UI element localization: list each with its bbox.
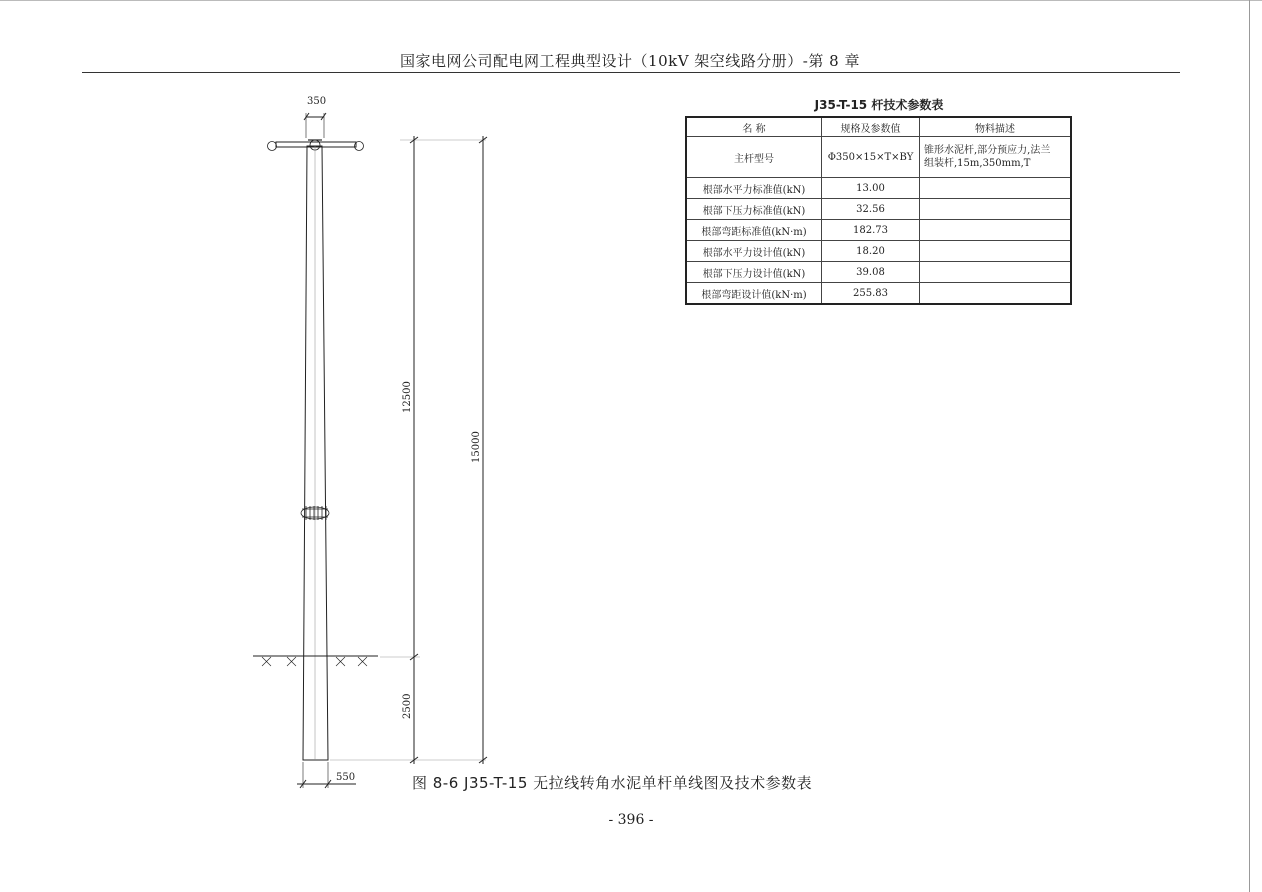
column-header-value: 规格及参数值 bbox=[822, 117, 920, 137]
table-row bbox=[686, 262, 1071, 283]
parameter-table bbox=[685, 116, 1072, 305]
page-header: 国家电网公司配电网工程典型设计（10kV 架空线路分册）-第 8 章 bbox=[400, 52, 860, 70]
table-header-row bbox=[686, 117, 1071, 137]
cell-name: 根部水平力设计值(kN) bbox=[686, 241, 822, 262]
upper-length-label: 12500 bbox=[402, 381, 413, 413]
cell-name: 主杆型号 bbox=[686, 137, 822, 178]
cell-value: 255.83 bbox=[822, 283, 920, 305]
bottom-width-label: 550 bbox=[336, 772, 356, 783]
table-row bbox=[686, 199, 1071, 220]
cell-desc bbox=[920, 241, 1072, 262]
top-width-dimension bbox=[304, 113, 326, 138]
cell-desc-line1: 锥形水泥杆,部分预应力,法兰 bbox=[924, 145, 1051, 156]
cell-value: 13.00 bbox=[822, 178, 920, 199]
table-row bbox=[686, 178, 1071, 199]
cell-desc bbox=[920, 199, 1072, 220]
page-number: - 396 - bbox=[608, 812, 654, 828]
buried-length-label: 2500 bbox=[402, 693, 413, 719]
crossarm bbox=[268, 140, 364, 151]
cell-name: 根部弯距标准值(kN·m) bbox=[686, 220, 822, 241]
table-row bbox=[686, 283, 1071, 305]
column-header-desc: 物料描述 bbox=[920, 117, 1072, 137]
table-row bbox=[686, 220, 1071, 241]
cell-name: 根部下压力设计值(kN) bbox=[686, 262, 822, 283]
ground-line bbox=[253, 656, 378, 666]
cell-value: 18.20 bbox=[822, 241, 920, 262]
cell-value: 182.73 bbox=[822, 220, 920, 241]
table-row-main-pole bbox=[686, 137, 1071, 178]
table-row bbox=[686, 241, 1071, 262]
extension-lines bbox=[330, 140, 486, 760]
cell-desc bbox=[920, 137, 1072, 178]
cell-desc bbox=[920, 262, 1072, 283]
cell-desc bbox=[920, 220, 1072, 241]
cell-value: 32.56 bbox=[822, 199, 920, 220]
cell-desc bbox=[920, 178, 1072, 199]
cell-value: Φ350×15×T×BY bbox=[822, 137, 920, 178]
cell-name: 根部下压力标准值(kN) bbox=[686, 199, 822, 220]
cell-desc bbox=[920, 283, 1072, 305]
cell-desc-line2: 组装杆,15m,350mm,T bbox=[924, 158, 1031, 169]
top-width-label: 350 bbox=[307, 96, 327, 107]
table-title: J35-T-15 杆技术参数表 bbox=[814, 98, 944, 112]
total-length-label: 15000 bbox=[471, 431, 482, 463]
cell-name: 根部水平力标准值(kN) bbox=[686, 178, 822, 199]
figure-caption: 图 8-6 J35-T-15 无拉线转角水泥单杆单线图及技术参数表 bbox=[412, 774, 813, 792]
column-header-name: 名 称 bbox=[686, 117, 822, 137]
cell-name: 根部弯距设计值(kN·m) bbox=[686, 283, 822, 305]
inner-dimension-chain bbox=[410, 136, 418, 764]
pole-body bbox=[303, 146, 328, 760]
cell-value: 39.08 bbox=[822, 262, 920, 283]
